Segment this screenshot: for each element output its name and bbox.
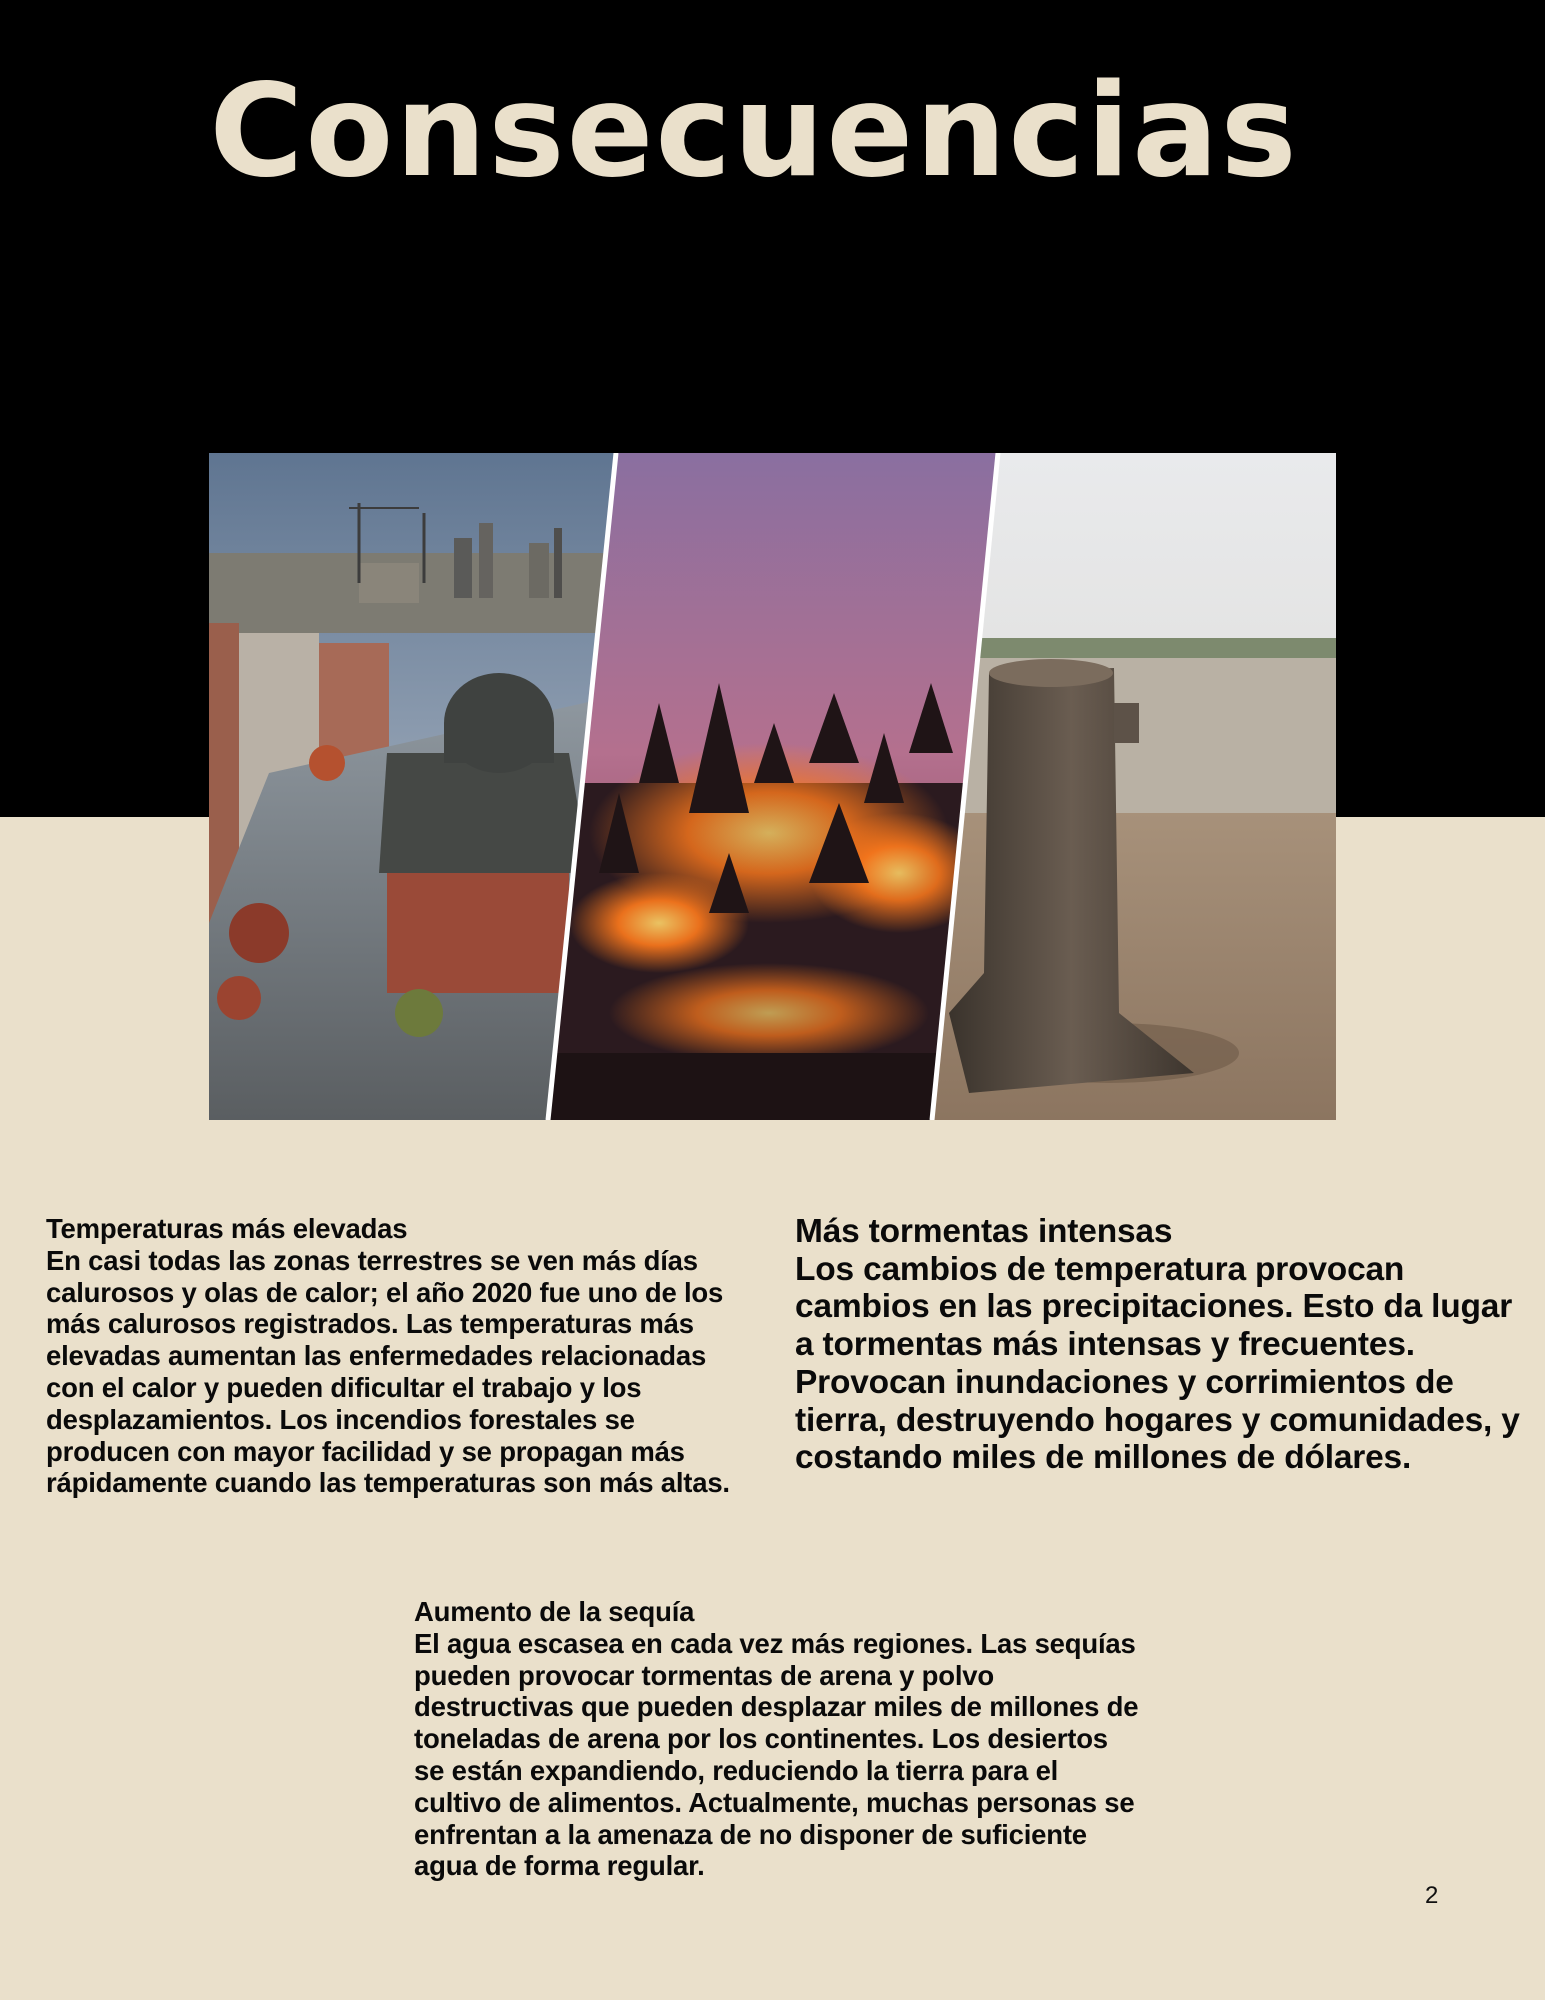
section-drought [414,1596,1144,1882]
image-collage [209,453,1336,1120]
section-storms-body: Los cambios de temperatura provocan cambios en las precipitaciones. Esto da lugar a tormentas más intensas y frecuentes. Provocan inundaciones y corrimientos de tierra, destruyendo hogares y comunidades, y costando miles de millones de dólares. [795,1250,1520,1477]
section-storms-heading: Más tormentas intensas [795,1213,1173,1250]
forest-fire-photo [539,453,1009,1120]
section-temperatures-heading: Temperaturas más elevadas [46,1213,408,1244]
page-title: Consecuencias [209,57,1299,206]
section-drought-body: El agua escasea en cada vez más regiones. Las sequías pueden provocar tormentas de arena y polvo destructivas que pueden desplazar miles de millones de toneladas de arena por los continentes. Los desiertos se están expandiendo, reduciendo la tierra para el cultivo de alimentos. Actualmente, muchas personas se enfrentan a la amenaza de no disponer de suficiente agua de forma regular. [414,1627,1139,1882]
section-temperatures-body: En casi todas las zonas terrestres se ven más días calurosos y olas de calor; el año 2020 fue uno de los más calurosos registrados. Las temperaturas más elevadas aumentan las enfermedades relacionadas con el calor y pueden dificultar el trabajo y los desplazamientos. Los incendios forestales se producen con mayor facilidad y se propagan más rápidamente cuando las temperaturas son más altas. [46,1244,730,1499]
section-storms [795,1213,1525,1477]
page-number: 2 [1425,1882,1439,1909]
section-temperatures [46,1213,746,1499]
section-drought-heading: Aumento de la sequía [414,1596,695,1627]
